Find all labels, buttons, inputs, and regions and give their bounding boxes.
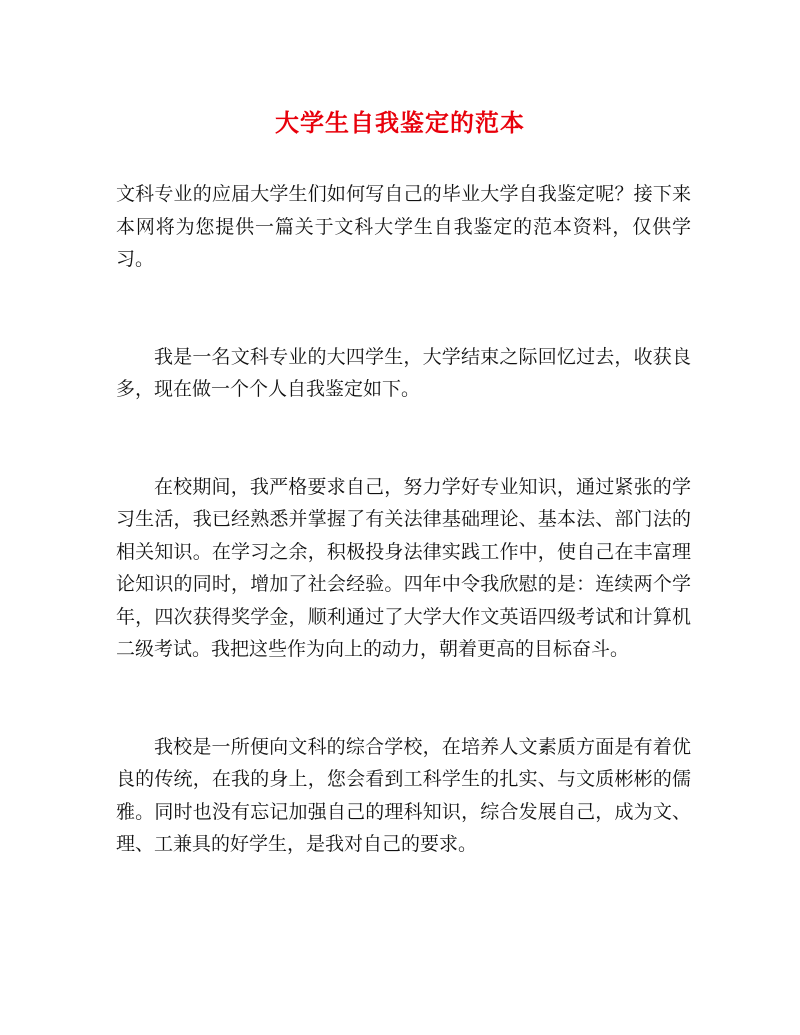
paragraph-school-tradition: 我校是一所便向文科的综合学校，在培养人文素质方面是有着优良的传统，在我的身上，您会看到工科学生的扎实、与文质彬彬的儒雅。同时也没有忘记加强自己的理科知识，综合发展自己，成为文、理、工兼具的好学生，是我对自己的要求。 — [116, 735, 691, 855]
paragraph-intro: 文科专业的应届大学生们如何写自己的毕业大学自我鉴定呢？接下来本网将为您提供一篇关于文科大学生自我鉴定的范本资料，仅供学习。 — [116, 183, 691, 270]
paragraph-school-period: 在校期间，我严格要求自己，努力学好专业知识，通过紧张的学习生活，我已经熟悉并掌握了有关法律基础理论、基本法、部门法的相关知识。在学习之余，积极投身法律实践工作中，使自己在丰富理论知识的同时，增加了社会经验。四年中令我欣慰的是：连续两个学年，四次获得奖学金，顺利通过了大学大作文英语四级考试和计算机二级考试。我把这些作为向上的动力，朝着更高的目标奋斗。 — [116, 475, 691, 660]
paragraph-self-intro: 我是一名文科专业的大四学生，大学结束之际回忆过去，收获良多，现在做一个个人自我鉴定如下。 — [116, 345, 691, 400]
document-body — [116, 178, 691, 926]
document-title: 大学生自我鉴定的范本 — [275, 108, 525, 137]
